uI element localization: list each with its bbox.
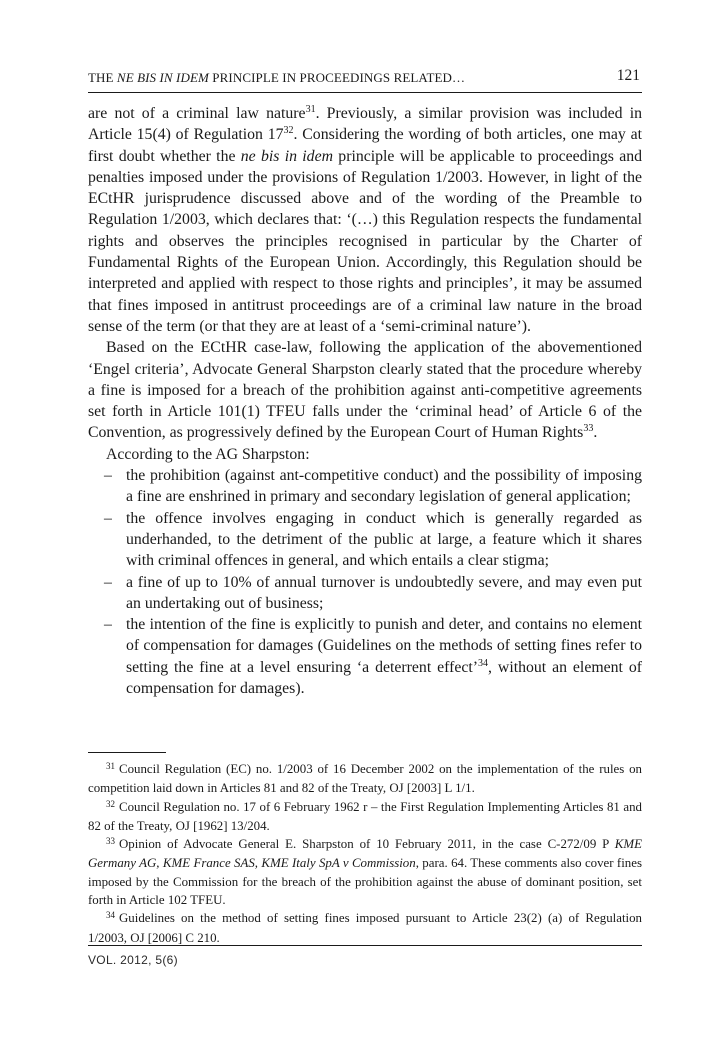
footnote-ref-34: 34 xyxy=(478,657,489,669)
paragraph-1-text-d: principle will be applicable to proceedings and penalties imposed under the provisions of Regulation 1/2003. However, in light of the ECtHR jurisprudence discussed above and of the wording of the Preamble to Regulation 1/2003, which declares that: ‘(…) this Regulation respects the fundamental rights and observes the principles recognised in particular by the Charter of Fundamental Rights of the European Union. Accordingly, this Regulation should be interpreted and applied with respect to those rights and principles’, it may be assumed that fines imposed in antitrust proceedings are of a criminal law nature in the broad sense of the term (or that they are at least of a ‘semi-criminal nature’). xyxy=(88,147,642,335)
running-head-italic: NE BIS IN IDEM xyxy=(116,70,209,85)
footnote-separator xyxy=(88,752,166,753)
volume-footer: VOL. 2012, 5(6) xyxy=(88,953,178,967)
paragraph-2 xyxy=(88,337,642,443)
footnote-32 xyxy=(88,798,642,836)
footnote-number: 34 xyxy=(106,910,115,921)
page-number: 121 xyxy=(616,67,640,84)
list-item-text: the offence involves engaging in conduct which is generally regarded as underhanded, to the detriment of the public at large, a feature which it shares with criminal offences in general, and which entails a clear stigma; xyxy=(126,509,642,570)
running-header xyxy=(88,66,642,93)
dash-marker: – xyxy=(104,616,112,634)
paragraph-2-text-b: . xyxy=(593,424,598,442)
main-text xyxy=(88,103,642,699)
dash-marker: – xyxy=(104,509,112,527)
list-item xyxy=(104,508,642,572)
footnote-ref-33: 33 xyxy=(583,423,594,435)
paragraph-1-italic: ne bis in idem xyxy=(240,147,333,165)
list-item xyxy=(104,614,642,699)
dash-marker: – xyxy=(104,573,112,591)
paragraph-1-text-c: . Considering the wording of both articles, one may at first doubt whether the xyxy=(88,126,642,165)
list-item xyxy=(104,572,642,615)
paragraph-3: According to the AG Sharpston: xyxy=(106,445,310,463)
paragraph-1 xyxy=(88,103,642,337)
footnote-number: 31 xyxy=(106,761,115,771)
paragraph-1-text-a: are not of a criminal law nature xyxy=(88,105,306,122)
list-item-text-a: the intention of the fine is explicitly to punish and deter, and contains no element of compensation for damages (Guidelines on the methods of setting fines refer to setting the fine at a level ensuring ‘a deterrent effect’ xyxy=(126,616,642,676)
running-head-title xyxy=(88,70,465,86)
footnote-31 xyxy=(88,760,642,798)
running-head-suffix: PRINCIPLE IN PROCEEDINGS RELATED… xyxy=(208,70,466,85)
footnote-34 xyxy=(88,909,642,947)
footnote-ref-31: 31 xyxy=(305,104,316,115)
footnote-case-name: KME Germany AG, KME France SAS, KME Italy SpA v Commission xyxy=(88,837,642,871)
footnote-ref-32: 32 xyxy=(283,125,294,137)
footer-rule xyxy=(88,945,642,946)
footnote-text: Council Regulation (EC) no. 1/2003 of 16 December 2002 on the implementation of the rules on competition laid down in Articles 81 and 82 of the Treaty, OJ [2003] L 1/1. xyxy=(88,762,642,796)
footnote-text: Guidelines on the method of setting fines imposed pursuant to Article 23(2) (a) of Regulation 1/2003, OJ [2006] C 210. xyxy=(88,911,642,945)
paragraph-1-text-b: . Previously, a similar provision was included in Article 15(4) of Regulation 17 xyxy=(88,105,642,144)
dash-marker: – xyxy=(104,467,112,485)
footnotes xyxy=(88,760,642,947)
footnote-number: 33 xyxy=(106,836,115,847)
list-item-text-b: , without an element of compensation for damages). xyxy=(126,658,642,698)
paragraph-2-text-a: Based on the ECtHR case-law, following the application of the abovementioned ‘Engel criteria’, Advocate General Sharpston clearly stated that the procedure whereby a fine is imposed for a breach of the prohibition against anti-competitive agreements set forth in Article 101(1) TFEU falls under the ‘criminal head’ of Article 6 of the Convention, as progressively defined by the European Court of Human Rights xyxy=(88,339,642,442)
footnote-number: 32 xyxy=(106,798,115,809)
list-item-text: a fine of up to 10% of annual turnover is undoubtedly severe, and may even put an undertaking out of business; xyxy=(126,573,642,612)
footnote-text: Council Regulation no. 17 of 6 February 1962 r – the First Regulation Implementing Articles 81 and 82 of the Treaty, OJ [1962] 13/204. xyxy=(88,799,642,833)
footnote-text-a: Opinion of Advocate General E. Sharpston of 10 February 2011, in the case C-272/09 P xyxy=(119,837,615,852)
list-item xyxy=(104,465,642,508)
criteria-list xyxy=(88,465,642,699)
footnote-text-b: , para. 64. These comments also cover fines imposed by the Commission for the breach of the prohibition against the abuse of dominant position, set forth in Article 102 TFEU. xyxy=(88,856,642,908)
running-head-prefix: THE xyxy=(88,70,117,85)
list-item-text: the prohibition (against ant-competitive conduct) and the possibility of imposing a fine are enshrined in primary and secondary legislation of general application; xyxy=(126,467,642,506)
footnote-33 xyxy=(88,835,642,909)
